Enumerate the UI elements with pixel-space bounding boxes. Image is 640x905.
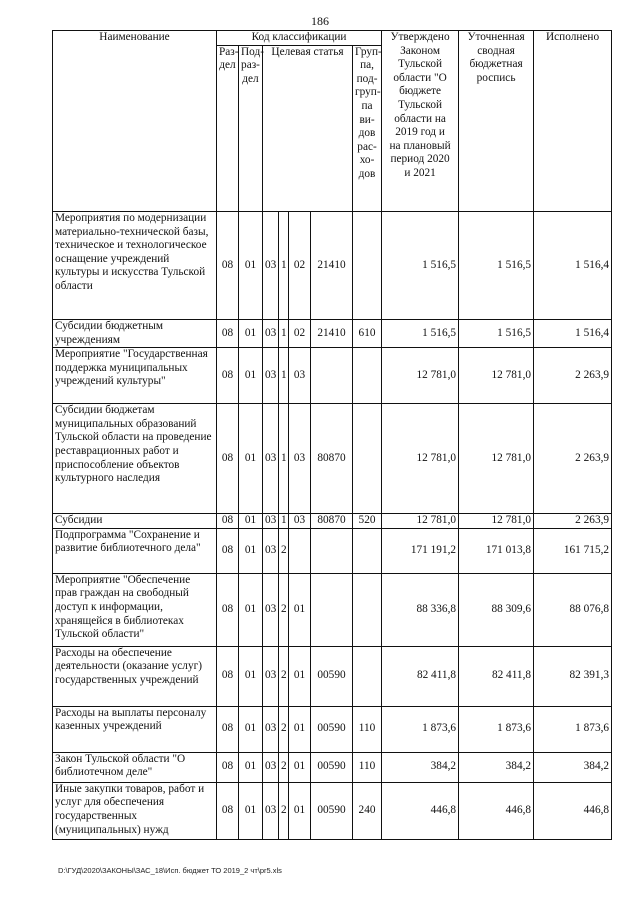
cell-podrazdel: 01 [239, 212, 263, 320]
cell-executed: 1 516,4 [534, 212, 612, 320]
cell-executed: 161 715,2 [534, 528, 612, 573]
header-name: Наименование [53, 31, 217, 212]
header-vid: Груп- па, под- груп- па ви- дов рас- хо- дов [353, 45, 382, 211]
cell-target-event [289, 528, 311, 573]
cell-target-subprogram: 1 [279, 212, 289, 320]
cell-target-direction: 00590 [311, 646, 353, 706]
cell-refined: 12 781,0 [459, 514, 534, 529]
cell-executed: 2 263,9 [534, 514, 612, 529]
table-row [53, 348, 612, 404]
cell-refined: 171 013,8 [459, 528, 534, 573]
cell-target-program: 03 [263, 528, 279, 573]
cell-expense-type [353, 404, 382, 514]
cell-target-subprogram: 2 [279, 528, 289, 573]
row-name: Субсидии бюджетным учреждениям [53, 320, 217, 348]
cell-expense-type: 610 [353, 320, 382, 348]
cell-executed: 1 873,6 [534, 706, 612, 752]
cell-razdel: 08 [217, 782, 239, 839]
cell-expense-type [353, 528, 382, 573]
header-approved: Утверждено Законом Тульской области "О бюджете Тульской области на 2019 год и на плановый период 2020 и 2021 [382, 31, 459, 212]
table-body [53, 212, 612, 840]
cell-target-program: 03 [263, 514, 279, 529]
table-row [53, 320, 612, 348]
cell-expense-type [353, 646, 382, 706]
cell-target-program: 03 [263, 404, 279, 514]
header-code-group: Код классификации [217, 31, 382, 46]
cell-razdel: 08 [217, 514, 239, 529]
cell-executed: 384,2 [534, 752, 612, 782]
cell-target-subprogram: 2 [279, 752, 289, 782]
row-name: Мероприятие "Обеспечение прав граждан на свободный доступ к информации, хранящейся в библиотеках Тульской области" [53, 573, 217, 646]
cell-razdel: 08 [217, 320, 239, 348]
cell-razdel: 08 [217, 348, 239, 404]
cell-approved: 12 781,0 [382, 404, 459, 514]
cell-target-event: 01 [289, 573, 311, 646]
header-target: Целевая статья [263, 45, 353, 211]
cell-podrazdel: 01 [239, 573, 263, 646]
cell-target-subprogram: 2 [279, 573, 289, 646]
cell-approved: 171 191,2 [382, 528, 459, 573]
cell-expense-type: 110 [353, 706, 382, 752]
cell-refined: 12 781,0 [459, 348, 534, 404]
cell-target-event: 01 [289, 782, 311, 839]
header-refined: Уточненная сводная бюджетная роспись [459, 31, 534, 212]
cell-target-direction [311, 573, 353, 646]
header-podrazdel: Под- раз- дел [239, 45, 263, 211]
row-name: Иные закупки товаров, работ и услуг для обеспечения государственных (муниципальных) нужд [53, 782, 217, 839]
cell-podrazdel: 01 [239, 528, 263, 573]
file-path-footer: D:\ГУД\2020\ЗАКОНЫ\ЗАС_18\Исп. бюджет ТО 2019_2 чт\pr5.xls [58, 866, 282, 875]
cell-refined: 1 516,5 [459, 212, 534, 320]
table-row [53, 646, 612, 706]
cell-target-event: 03 [289, 514, 311, 529]
cell-podrazdel: 01 [239, 706, 263, 752]
cell-razdel: 08 [217, 752, 239, 782]
header-executed: Исполнено [534, 31, 612, 212]
cell-target-program: 03 [263, 752, 279, 782]
cell-refined: 82 411,8 [459, 646, 534, 706]
cell-target-program: 03 [263, 212, 279, 320]
cell-approved: 12 781,0 [382, 514, 459, 529]
cell-target-subprogram: 1 [279, 320, 289, 348]
cell-podrazdel: 01 [239, 348, 263, 404]
cell-target-subprogram: 2 [279, 782, 289, 839]
cell-target-event: 03 [289, 404, 311, 514]
cell-expense-type: 240 [353, 782, 382, 839]
cell-approved: 1 516,5 [382, 212, 459, 320]
cell-target-direction [311, 528, 353, 573]
cell-approved: 446,8 [382, 782, 459, 839]
cell-podrazdel: 01 [239, 514, 263, 529]
cell-target-subprogram: 1 [279, 348, 289, 404]
row-name: Расходы на обеспечение деятельности (оказание услуг) государственных учреждений [53, 646, 217, 706]
cell-target-direction [311, 348, 353, 404]
cell-podrazdel: 01 [239, 646, 263, 706]
table-row [53, 573, 612, 646]
cell-target-direction: 80870 [311, 514, 353, 529]
page-number: 186 [311, 14, 329, 28]
cell-executed: 88 076,8 [534, 573, 612, 646]
cell-expense-type: 520 [353, 514, 382, 529]
cell-podrazdel: 01 [239, 752, 263, 782]
cell-razdel: 08 [217, 573, 239, 646]
row-name: Закон Тульской области "О библиотечном деле" [53, 752, 217, 782]
cell-approved: 12 781,0 [382, 348, 459, 404]
cell-target-event: 02 [289, 212, 311, 320]
cell-expense-type [353, 212, 382, 320]
table-row [53, 514, 612, 529]
header-razdel: Раз- дел [217, 45, 239, 211]
cell-target-direction: 00590 [311, 706, 353, 752]
cell-expense-type [353, 573, 382, 646]
cell-target-direction: 00590 [311, 782, 353, 839]
cell-target-program: 03 [263, 706, 279, 752]
cell-razdel: 08 [217, 706, 239, 752]
cell-podrazdel: 01 [239, 782, 263, 839]
row-name: Субсидии [53, 514, 217, 529]
row-name: Подпрограмма "Сохранение и развитие библиотечного дела" [53, 528, 217, 573]
cell-refined: 446,8 [459, 782, 534, 839]
table-row [53, 782, 612, 839]
cell-target-event: 02 [289, 320, 311, 348]
cell-target-subprogram: 1 [279, 514, 289, 529]
cell-executed: 2 263,9 [534, 404, 612, 514]
cell-target-subprogram: 1 [279, 404, 289, 514]
cell-approved: 384,2 [382, 752, 459, 782]
cell-target-program: 03 [263, 573, 279, 646]
row-name: Субсидии бюджетам муниципальных образований Тульской области на проведение реставрационных работ и приспособление объектов культурного наследия [53, 404, 217, 514]
cell-approved: 1 873,6 [382, 706, 459, 752]
cell-executed: 1 516,4 [534, 320, 612, 348]
row-name: Мероприятие "Государственная поддержка муниципальных учреждений культуры" [53, 348, 217, 404]
cell-target-event: 01 [289, 646, 311, 706]
cell-target-program: 03 [263, 348, 279, 404]
cell-expense-type: 110 [353, 752, 382, 782]
cell-approved: 1 516,5 [382, 320, 459, 348]
cell-target-direction: 80870 [311, 404, 353, 514]
table-row [53, 706, 612, 752]
cell-approved: 82 411,8 [382, 646, 459, 706]
cell-target-event: 03 [289, 348, 311, 404]
cell-razdel: 08 [217, 528, 239, 573]
cell-target-program: 03 [263, 646, 279, 706]
cell-executed: 446,8 [534, 782, 612, 839]
cell-executed: 2 263,9 [534, 348, 612, 404]
table-row [53, 404, 612, 514]
cell-refined: 1 516,5 [459, 320, 534, 348]
cell-refined: 384,2 [459, 752, 534, 782]
cell-target-event: 01 [289, 752, 311, 782]
cell-razdel: 08 [217, 212, 239, 320]
cell-target-direction: 00590 [311, 752, 353, 782]
cell-target-direction: 21410 [311, 212, 353, 320]
table-row [53, 528, 612, 573]
cell-target-direction: 21410 [311, 320, 353, 348]
cell-target-subprogram: 2 [279, 706, 289, 752]
budget-table [52, 30, 612, 840]
cell-refined: 88 309,6 [459, 573, 534, 646]
table-row [53, 212, 612, 320]
cell-podrazdel: 01 [239, 404, 263, 514]
cell-razdel: 08 [217, 404, 239, 514]
row-name: Мероприятия по модернизации материально-технической базы, техническое и технологическое оснащение учреждений культуры и искусства Тульской области [53, 212, 217, 320]
cell-target-subprogram: 2 [279, 646, 289, 706]
cell-target-program: 03 [263, 320, 279, 348]
cell-podrazdel: 01 [239, 320, 263, 348]
cell-target-program: 03 [263, 782, 279, 839]
row-name: Расходы на выплаты персоналу казенных учреждений [53, 706, 217, 752]
cell-target-event: 01 [289, 706, 311, 752]
cell-approved: 88 336,8 [382, 573, 459, 646]
cell-executed: 82 391,3 [534, 646, 612, 706]
cell-refined: 1 873,6 [459, 706, 534, 752]
cell-razdel: 08 [217, 646, 239, 706]
cell-refined: 12 781,0 [459, 404, 534, 514]
table-row [53, 752, 612, 782]
cell-expense-type [353, 348, 382, 404]
